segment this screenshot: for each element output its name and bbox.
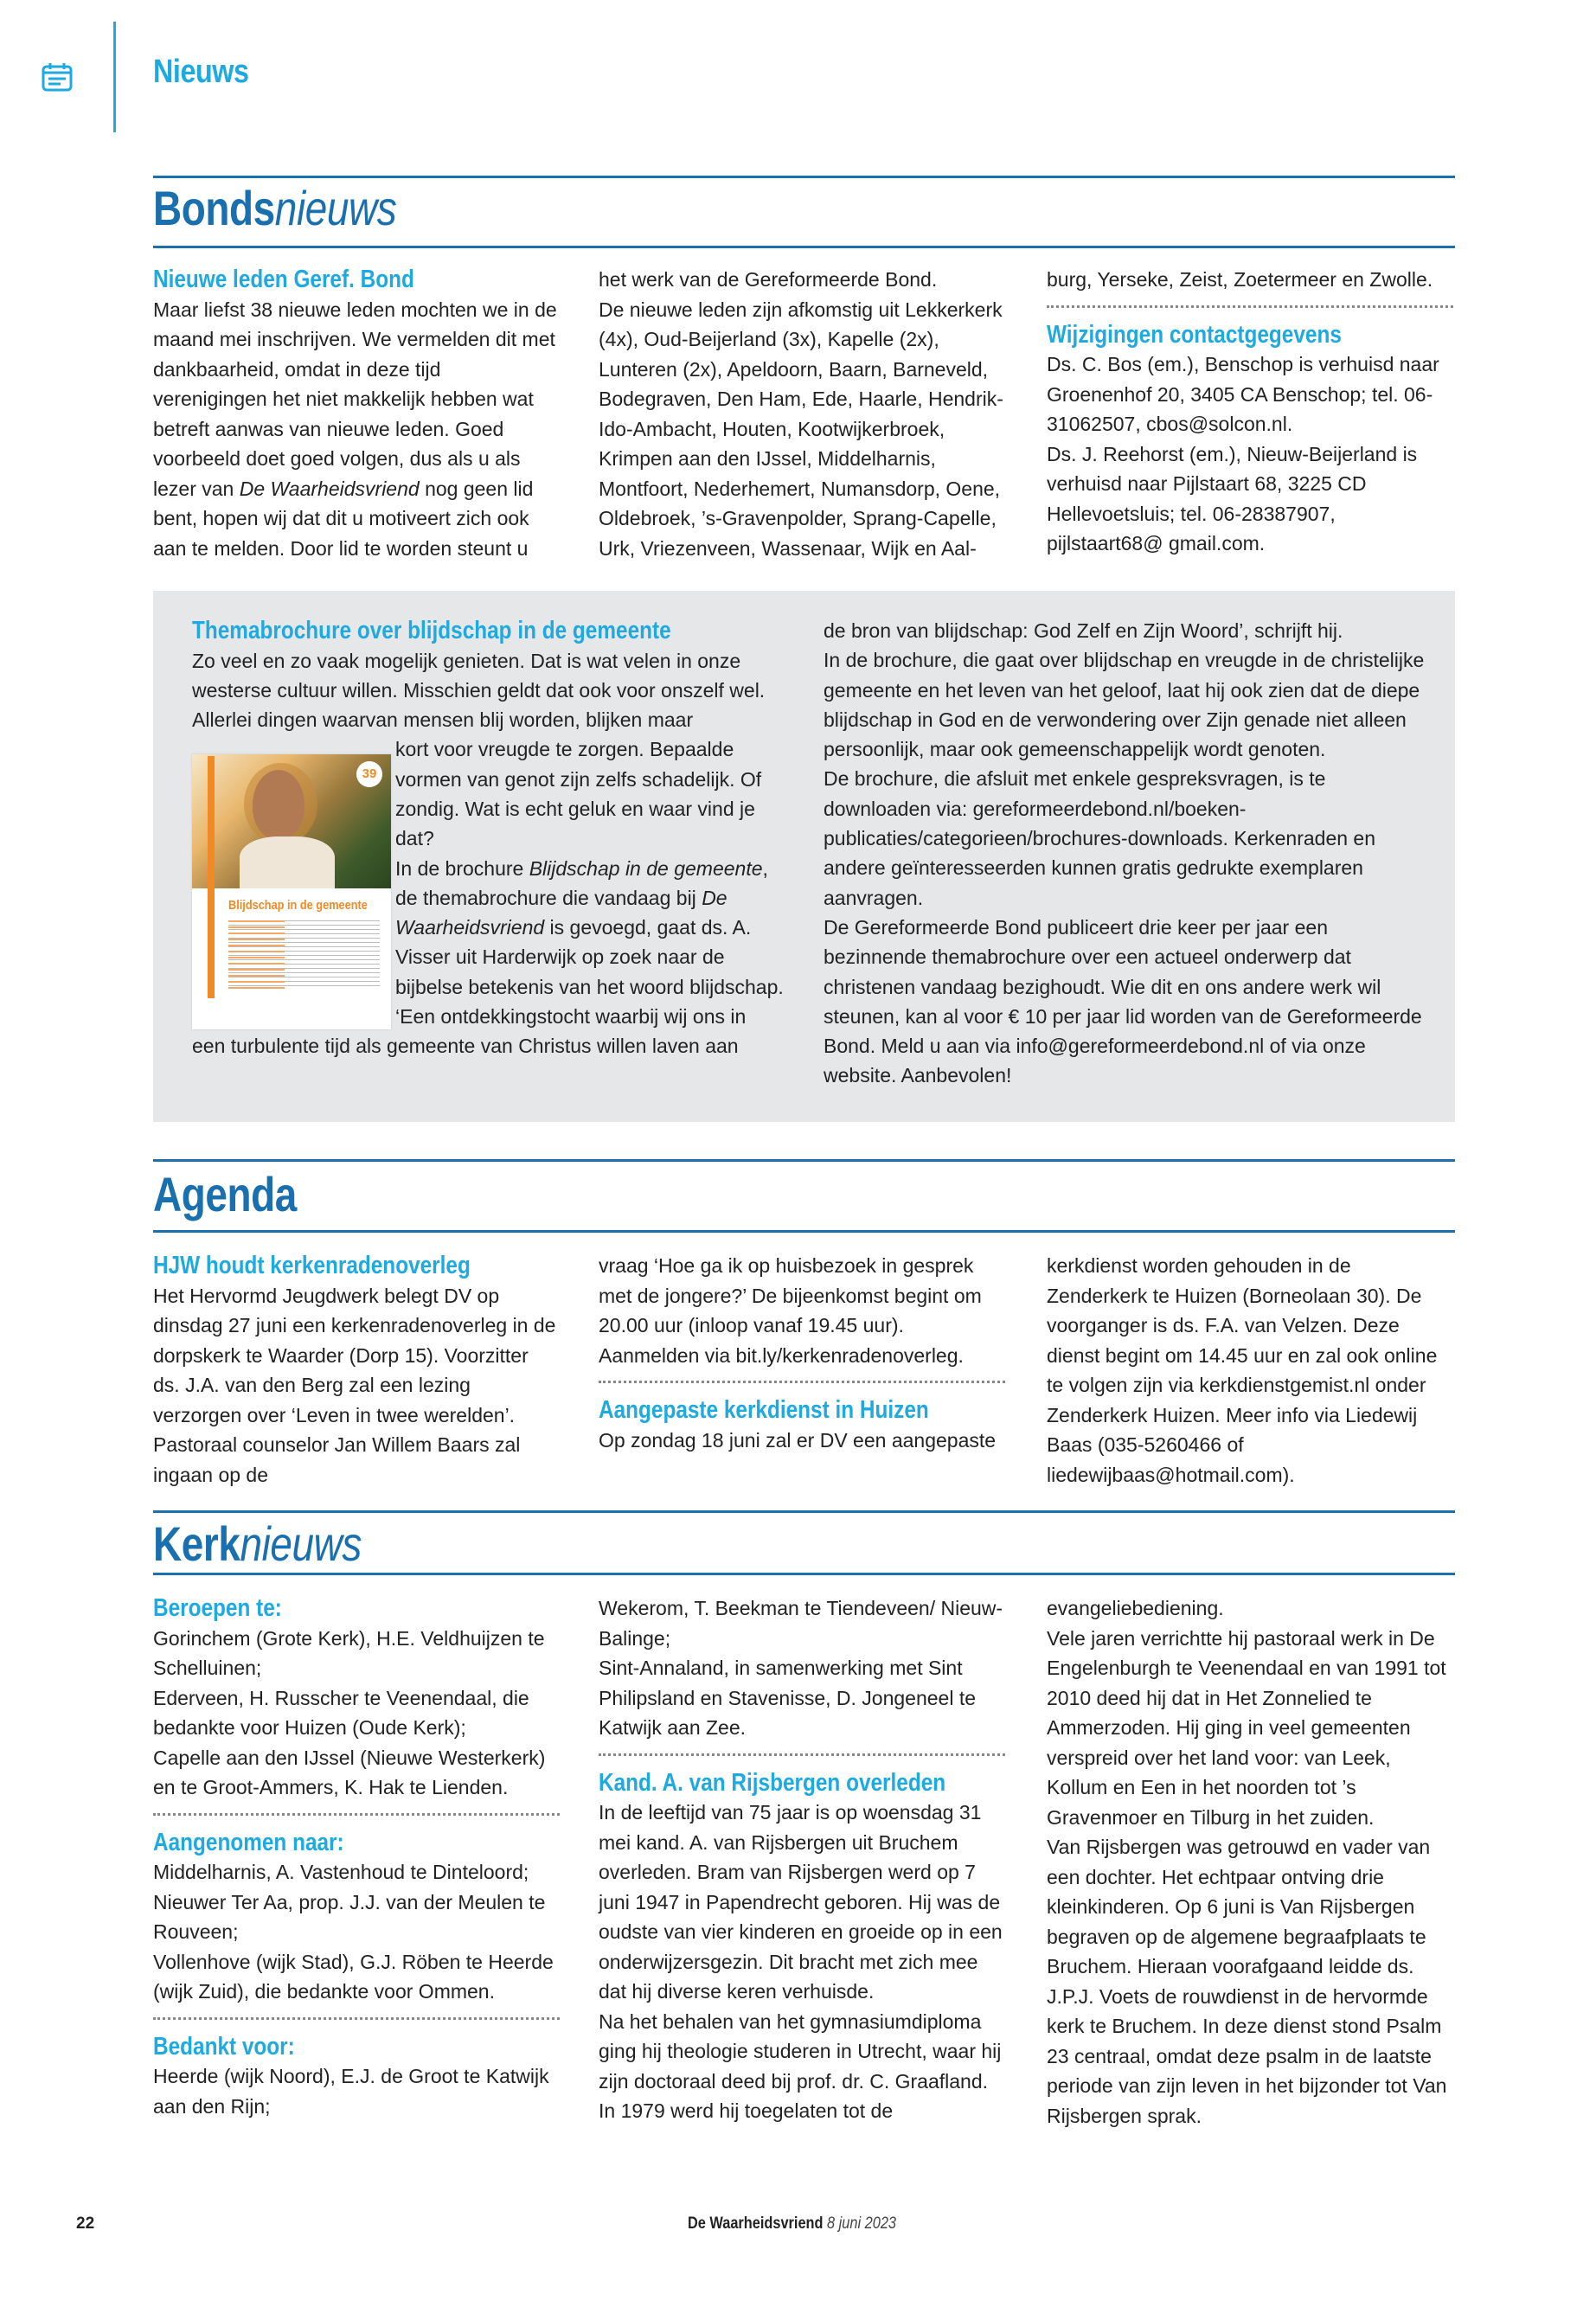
bondsnieuws-col-3	[1047, 265, 1453, 559]
paragraph: Van Rijsbergen was getrouwd en vader van een dochter. Het echtpaar ontving drie kleinkinderen. Op 6 juni is Van Rijsbergen begraven op de algemene begraafplaats te Bruchem. Hieraan voorafgaand leidde ds. J.P.J. Voets de rouwdienst in de hervormde kerk te Bruchem. In deze dienst stond Psalm 23 centraal, omdat deze psalm in de laatste periode van zijn leven in het bijzonder tot Van Rijsbergen sprak.	[1047, 1836, 1447, 2127]
brochure-title: Blijdschap in de gemeente	[529, 856, 763, 880]
photo-detail	[240, 836, 335, 888]
article-heading: Kand. A. van Rijsbergen overleden	[599, 1768, 946, 1797]
publication-name: De Waarheidsvriend	[239, 477, 420, 500]
title-italic: nieuws	[274, 181, 397, 235]
paragraph: Ds. J. Reehorst (em.), Nieuw-Beijerland is verhuisd naar Pijlstaart 68, 3225 CD Hellevoetsluis; tel. 06-28387907, pijlstaart68@ gmail.com.	[1047, 442, 1418, 554]
publication-name: De Waarheidsvriend	[688, 2214, 824, 2233]
brochure-stripe	[208, 756, 215, 998]
dotted-divider	[153, 2017, 560, 2020]
publication-name: De Waarheidsvriend	[395, 886, 727, 939]
paragraph: De Gereformeerde Bond publiceert drie keer per jaar een bezinnende themabrochure over een actueel onderwerp dat christenen vandaag bezighoudt. Wie dit en ons andere werk wil steunen, kan al voor € 10 per jaar lid worden van de Gereformeerde Bond. Meld u aan via info@gereformeerdebond.nl of via onze website. Aanbevolen!	[824, 915, 1422, 1087]
text: , de themabrochure die vandaag bij	[395, 856, 768, 909]
article-heading: Themabrochure over blijdschap in de gemeente	[192, 617, 671, 644]
paragraph: In de brochure, die gaat over blijdschap en vreugde in de christelijke gemeente en het leven van het geloof, laat hij ook zien dat de diepe blijdschap in God en de verwondering over Zijn genade niet alleen persoonlijk, maar ook gemeenschappelijk wordt genoten.	[824, 649, 1425, 761]
brochure-cover-image	[192, 754, 391, 1029]
paragraph: Vele jaren verrichtte hij pastoraal werk in De Engelenburgh te Veenendaal en van 1991 tot 2010 deed hij dat in Het Zonnelied te Ammerzoden. Hij ging in veel gemeenten verspreid over het land voor: van Leek, Kollum en Een in het noorden tot ’s Gravenmoer en Tilburg in het zuiden.	[1047, 1626, 1446, 1829]
article-heading: Aangepaste kerkdienst in Huizen	[599, 1396, 929, 1424]
paragraph: De brochure, die afsluit met enkele gespreksvragen, is te downloaden via: gereformeerdebond.nl/boeken-publicaties/categorieen/brochures-downloads. Kerkenraden en andere geïnteresseerden kunnen gratis gedrukte exemplaren aanvragen.	[824, 767, 1376, 909]
text: nog geen lid bent, hopen wij dat dit u motiveert zich ook aan te melden. Door lid te worden steunt u	[153, 477, 534, 560]
list-item: Heerde (wijk Noord), E.J. de Groot te Katwijk aan den Rijn;	[153, 2065, 549, 2118]
themabrochure-right	[824, 616, 1429, 1091]
list-item: Sint-Annaland, in samenwerking met Sint Philipsland en Stavenisse, D. Jongeneel te Katwijk aan Zee.	[599, 1657, 977, 1739]
list-item: Capelle aan den IJssel (Nieuwe Westerkerk) en te Groot-Ammers, K. Hak te Lienden.	[153, 1746, 546, 1798]
brochure-number-badge: 39	[356, 761, 382, 787]
list-item: Gorinchem (Grote Kerk), H.E. Veldhuijzen te Schelluinen;	[153, 1626, 545, 1679]
text: kort voor vreugde te zorgen. Bepaalde vormen van genot zijn zelfs schadelijk. Of zondig. Wat is echt geluk en waar vind je dat?	[395, 738, 762, 850]
paragraph: vraag ‘Hoe ga ik op huisbezoek in gesprek met de jongere?’ De bijeenkomst begint om 20.00 uur (inloop vanaf 19.45 uur). Aanmelden via bit.ly/kerkenradenoverleg.	[599, 1254, 982, 1367]
brochure-intro-lines	[228, 920, 285, 990]
bondsnieuws-col-2	[599, 265, 1005, 563]
text: In de brochure	[395, 856, 529, 880]
title-bold: Kerk	[153, 1516, 240, 1571]
section-rule-bottom	[153, 246, 1455, 248]
list-item: Wekerom, T. Beekman te Tiendeveen/ Nieuw-Balinge;	[599, 1597, 1003, 1650]
dotted-divider	[153, 1813, 560, 1816]
paragraph: een turbulente tijd als gemeente van Christus willen laven aan	[192, 1035, 739, 1058]
paragraph: Op zondag 18 juni zal er DV een aangepaste	[599, 1428, 997, 1452]
list-heading: Aangenomen naar:	[153, 1828, 344, 1856]
title-bold: Bonds	[153, 181, 275, 235]
section-rule-top	[153, 176, 1455, 178]
paragraph: het werk van de Gereformeerde Bond.	[599, 268, 938, 291]
section-rule-top	[153, 1510, 1455, 1513]
issue-date: 8 juni 2023	[827, 2214, 896, 2233]
paragraph: de bron van blijdschap: God Zelf en Zijn Woord’, schrijft hij.	[824, 619, 1343, 642]
agenda-col-2	[599, 1251, 1005, 1455]
page-number: 22	[76, 2214, 95, 2233]
kerknieuws-col-2	[599, 1593, 1005, 2126]
dotted-divider	[599, 1381, 1005, 1383]
section-rule-top	[153, 1159, 1455, 1162]
section-title: Nieuws	[153, 54, 249, 90]
list-item: Ederveen, H. Russcher te Veenendaal, die bedankte voor Huizen (Oude Kerk);	[153, 1686, 529, 1739]
paragraph: burg, Yerseke, Zeist, Zoetermeer en Zwolle.	[1047, 268, 1433, 291]
paragraph	[395, 734, 789, 1031]
agenda-title: Agenda	[153, 1167, 297, 1221]
dotted-divider	[1047, 305, 1453, 308]
text: Maar liefst 38 nieuwe leden mochten we in de maand mei inschrijven. We vermelden dit met dankbaarheid, omdat in deze tijd verenigingen het niet makkelijk hebben wat betreft aanwas van nieuwe leden. Goed voorbeeld doet goed volgen, dus als u als lezer van	[153, 298, 557, 500]
article-body	[153, 295, 560, 564]
list-item: Vollenhove (wijk Stad), G.J. Röben te Heerde (wijk Zuid), die bedankte voor Ommen.	[153, 1950, 554, 2003]
paragraph: In de leeftijd van 75 jaar is op woensdag 31 mei kand. A. van Rijsbergen uit Bruchem overleden. Bram van Rijsbergen werd op 7 juni 1947 in Papendrecht geboren. Hij was de oudste van vier kinderen en groeide op in een onderwijzersgezin. Dit bracht met zich mee dat hij diverse keren verhuisde.	[599, 1801, 1003, 2003]
title-italic: nieuws	[240, 1516, 362, 1571]
article-heading: Nieuwe leden Geref. Bond	[153, 266, 414, 293]
paragraph: kerkdienst worden gehouden in de Zenderkerk te Huizen (Borneolaan 30). De voorganger is ds. F.A. van Velzen. Deze dienst begint om 14.45 uur en zal ook online te volgen zijn via kerkdienstgemist.nl onder Zenderkerk Huizen. Meer info via Liedewij Baas (035-5260466 of liedewijbaas@hotmail.com).	[1047, 1254, 1438, 1486]
list-heading: Beroepen te:	[153, 1594, 282, 1622]
paragraph: Na het behalen van het gymnasiumdiploma ging hij theologie studeren in Utrecht, waar hij zijn doctoraal deed bij prof. dr. C. Graafland. In 1979 werd hij toegelaten tot de	[599, 2009, 1002, 2122]
photo-detail	[253, 770, 304, 839]
text: is gevoegd, gaat ds. A. Visser uit Harderwijk op zoek naar de bijbelse betekenis van het woord blijdschap. ‘Een ontdekkingstocht waarbij wij ons in	[395, 916, 784, 1029]
kerknieuws-title	[153, 1516, 362, 1572]
list-item: Middelharnis, A. Vastenhoud te Dinteloord;	[153, 1861, 529, 1883]
paragraph: Zo veel en zo vaak mogelijk genieten. Dat is wat velen in onze westerse cultuur willen. Misschien geldt dat ook voor onszelf wel. Allerlei dingen waarvan mensen blij worden, blijken maar	[192, 649, 766, 732]
list-item: Nieuwer Ter Aa, prop. J.J. van der Meulen te Rouveen;	[153, 1890, 546, 1943]
agenda-col-1	[153, 1251, 560, 1490]
section-rule-bottom	[153, 1573, 1455, 1575]
section-rule-bottom	[153, 1230, 1455, 1233]
article-heading: HJW houdt kerkenradenoverleg	[153, 1252, 471, 1279]
agenda-col-3	[1047, 1251, 1453, 1490]
paragraph: De nieuwe leden zijn afkomstig uit Lekkerkerk (4x), Oud-Beijerland (3x), Kapelle (2x), Lunteren (2x), Apeldoorn, Baarn, Barneveld, Bodegraven, Den Ham, Ede, Haarle, Hendrik-Ido-Ambacht, Houten, Kootwijkerbroek, Krimpen aan den IJssel, Middelharnis, Montfoort, Nederhemert, Numansdorp, Oene, Oldebroek, ’s-Gravenpolder, Sprang-Capelle, Urk, Vriezenveen, Wassenaar, Wijk en Aal-	[599, 298, 1003, 560]
paragraph: Ds. C. Bos (em.), Benschop is verhuisd naar Groenenhof 20, 3405 CA Benschop; tel. 06-31062507, cbos@solcon.nl.	[1047, 353, 1439, 435]
paragraph: evangeliebediening.	[1047, 1597, 1224, 1619]
bondsnieuws-title	[153, 180, 396, 236]
kerknieuws-col-1	[153, 1593, 560, 2121]
dotted-divider	[599, 1753, 1005, 1756]
brochure-cover-title: Blijdschap in de gemeente	[228, 898, 368, 913]
bondsnieuws-col-1	[153, 265, 560, 563]
kerknieuws-col-3	[1047, 1593, 1453, 2131]
paragraph: Het Hervormd Jeugdwerk belegt DV op dinsdag 27 juni een kerkenradenoverleg in de dorpskerk te Waarder (Dorp 15). Voorzitter ds. J.A. van den Berg zal een lezing verzorgen over ‘Leven in twee werelden’. Pastoraal counselor Jan Willem Baars zal ingaan op de	[153, 1284, 556, 1486]
calendar-icon	[42, 62, 73, 92]
list-heading: Bedankt voor:	[153, 2032, 295, 2061]
footer-publication	[688, 2214, 896, 2234]
header-divider	[113, 22, 116, 132]
article-heading: Wijzigingen contactgegevens	[1047, 320, 1342, 349]
